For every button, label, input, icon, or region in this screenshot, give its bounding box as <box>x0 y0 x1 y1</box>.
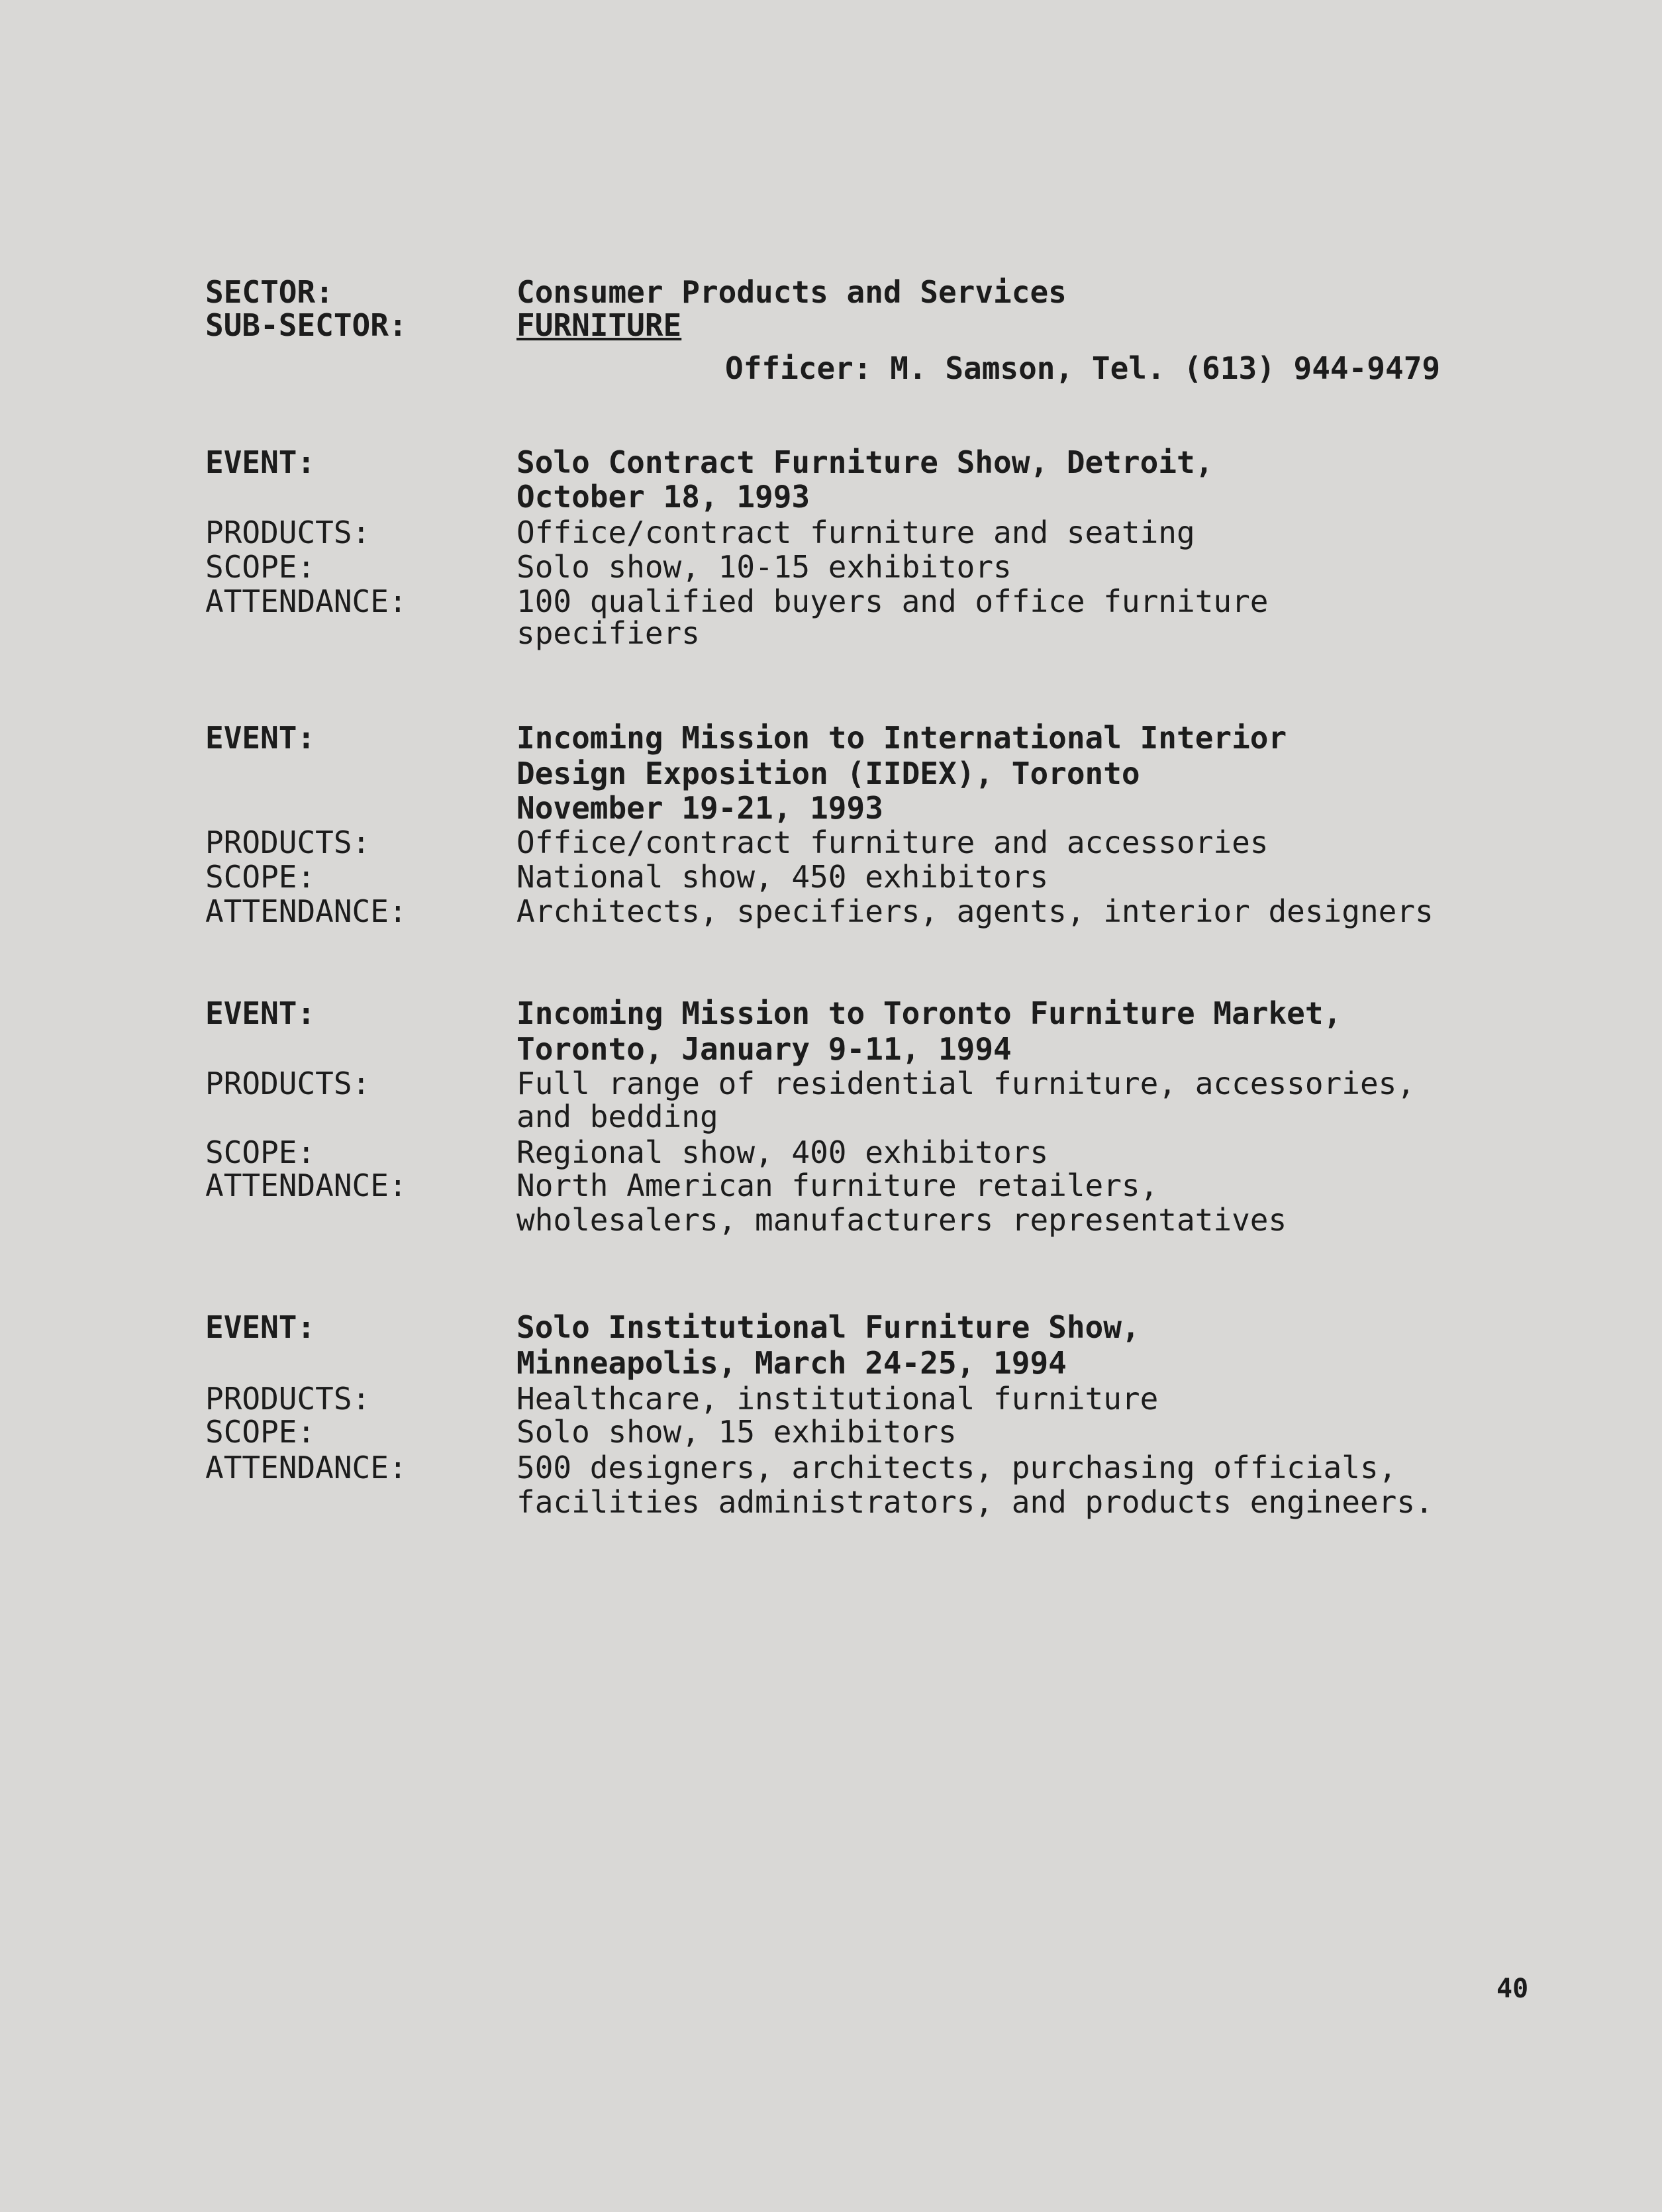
event-title: October 18, 1993 <box>516 479 810 515</box>
products-value: Healthcare, institutional furniture <box>516 1381 1159 1417</box>
event-title: Minneapolis, March 24-25, 1994 <box>516 1345 1067 1381</box>
scope-label: SCOPE: <box>205 549 316 585</box>
event-title: Incoming Mission to International Interior <box>516 720 1287 756</box>
products-value: Office/contract furniture and seating <box>516 515 1195 550</box>
sector-label: SECTOR: <box>205 274 334 310</box>
products-label: PRODUCTS: <box>205 515 371 550</box>
subsector-value: FURNITURE <box>516 307 682 343</box>
attendance-label: ATTENDANCE: <box>205 1450 407 1485</box>
scope-label: SCOPE: <box>205 859 316 895</box>
attendance-value: 500 designers, architects, purchasing officials, <box>516 1450 1397 1485</box>
scope-value: Regional show, 400 exhibitors <box>516 1134 1049 1170</box>
attendance-value: specifiers <box>516 615 700 651</box>
event-title: November 19-21, 1993 <box>516 790 883 826</box>
attendance-value: North American furniture retailers, <box>516 1168 1159 1203</box>
attendance-value: wholesalers, manufacturers representatives <box>516 1202 1287 1238</box>
attendance-value: 100 qualified buyers and office furniture <box>516 583 1269 619</box>
event-title: Solo Contract Furniture Show, Detroit, <box>516 444 1214 480</box>
attendance-label: ATTENDANCE: <box>205 1168 407 1203</box>
event-label: EVENT: <box>205 995 316 1031</box>
scope-value: Solo show, 15 exhibitors <box>516 1414 957 1450</box>
event-label: EVENT: <box>205 720 316 756</box>
scope-label: SCOPE: <box>205 1414 316 1450</box>
products-label: PRODUCTS: <box>205 1066 371 1101</box>
products-value: Full range of residential furniture, accessories, <box>516 1066 1416 1101</box>
page-number: 40 <box>1496 1974 1529 2004</box>
products-value: Office/contract furniture and accessories <box>516 825 1269 860</box>
event-title: Design Exposition (IIDEX), Toronto <box>516 756 1140 791</box>
products-label: PRODUCTS: <box>205 1381 371 1417</box>
subsector-label: SUB-SECTOR: <box>205 307 407 343</box>
event-title: Incoming Mission to Toronto Furniture Market, <box>516 995 1342 1031</box>
scope-label: SCOPE: <box>205 1134 316 1170</box>
attendance-label: ATTENDANCE: <box>205 583 407 619</box>
sector-value: Consumer Products and Services <box>516 274 1067 310</box>
products-label: PRODUCTS: <box>205 825 371 860</box>
attendance-value: facilities administrators, and products engineers. <box>516 1484 1434 1520</box>
event-label: EVENT: <box>205 1309 316 1345</box>
event-title: Solo Institutional Furniture Show, <box>516 1309 1140 1345</box>
scope-value: National show, 450 exhibitors <box>516 859 1049 895</box>
officer-contact: Officer: M. Samson, Tel. (613) 944-9479 <box>725 350 1441 386</box>
event-title: Toronto, January 9-11, 1994 <box>516 1031 1012 1067</box>
attendance-label: ATTENDANCE: <box>205 893 407 929</box>
attendance-value: Architects, specifiers, agents, interior designers <box>516 893 1434 929</box>
products-value: and bedding <box>516 1099 718 1134</box>
scope-value: Solo show, 10-15 exhibitors <box>516 549 1012 585</box>
event-label: EVENT: <box>205 444 316 480</box>
